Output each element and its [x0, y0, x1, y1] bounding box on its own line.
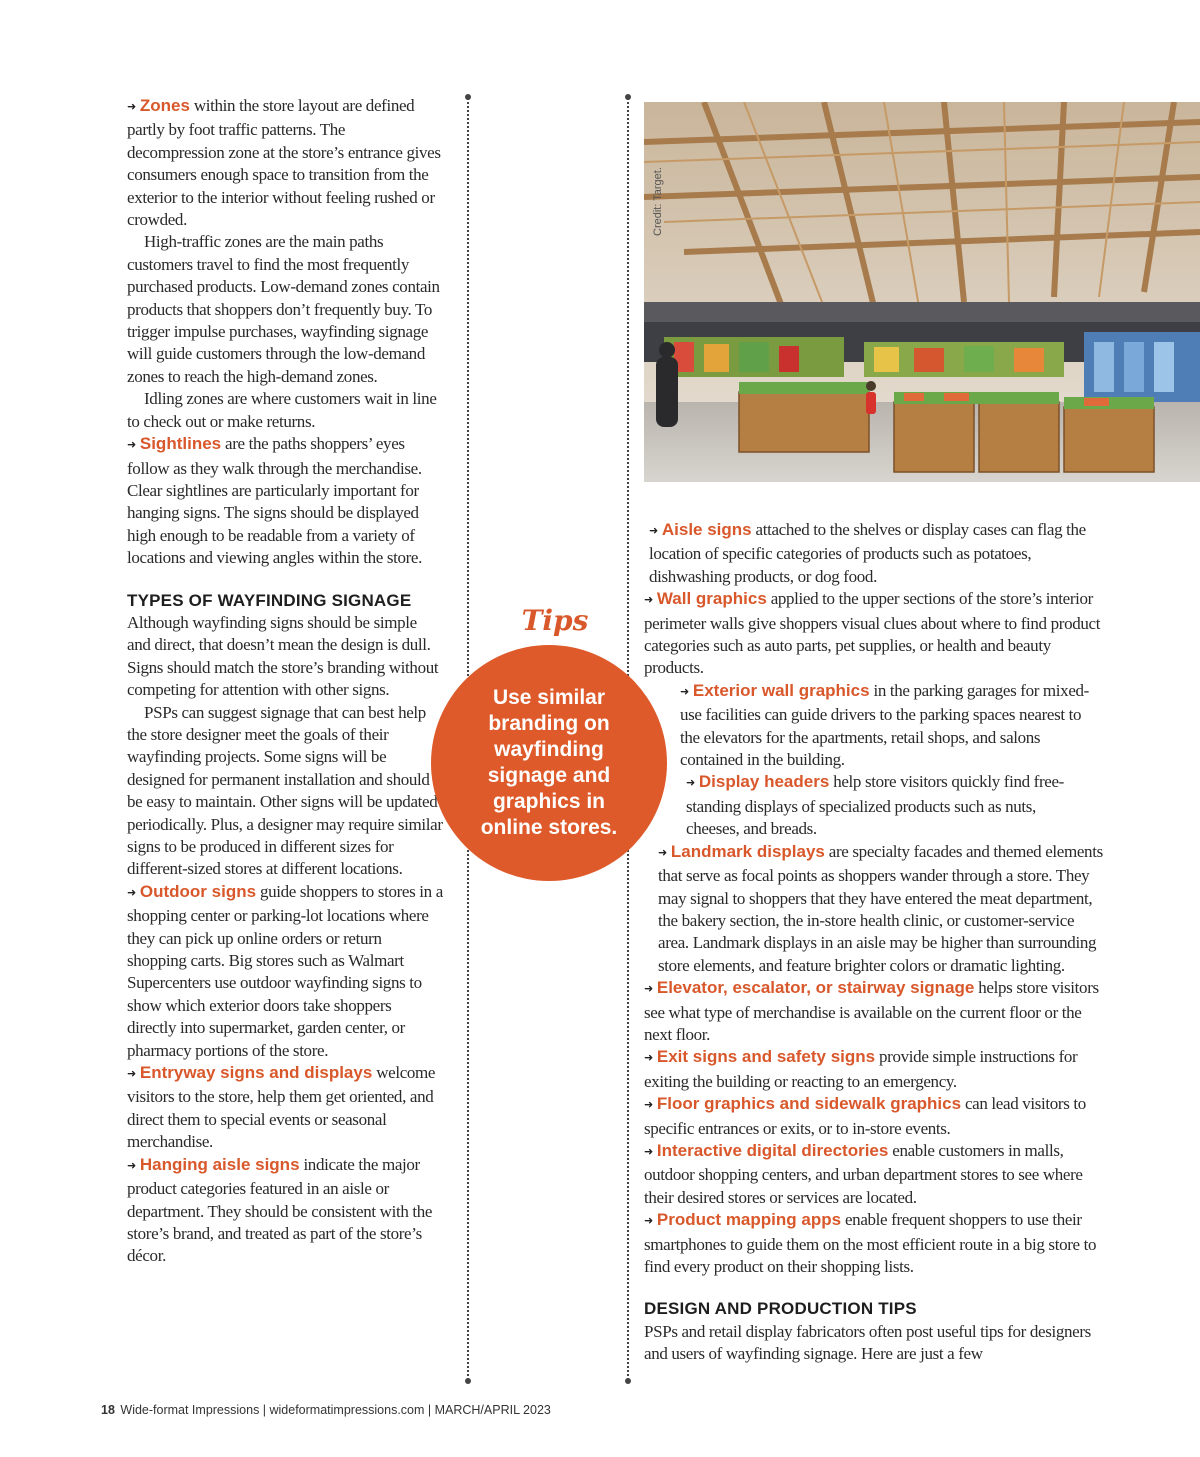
text-outdoor: guide shoppers to stores in a shopping center or parking-lot locations where they can pick up online orders or return shopping carts. Big stores such as Walmart Supercenters use outdoor wayfinding signs to show which exterior doors take shoppers directly into supermarket, garden center, or pharmacy portions of the store.	[127, 881, 443, 1060]
keyword-exit: Exit signs and safety signs	[656, 1047, 876, 1067]
arrow-icon: ➜	[644, 593, 653, 607]
keyword-exterior: Exterior wall graphics	[692, 680, 870, 700]
footer-text: Wide-format Impressions | wideformatimpressions.com | MARCH/APRIL 2023	[120, 1403, 551, 1417]
keyword-floor: Floor graphics and sidewalk graphics	[656, 1094, 962, 1114]
keyword-wall: Wall graphics	[656, 589, 767, 609]
right-column	[644, 519, 1104, 1366]
paragraph-wall	[644, 588, 1104, 680]
left-column	[127, 95, 443, 1268]
arrow-icon: ➜	[127, 100, 136, 113]
text-elevator: helps store visitors see what type of merchandise is available on the current floor or the next floor.	[644, 978, 1099, 1044]
text-mapping: enable frequent shoppers to use their smartphones to guide them on the most efficient route in a big store to find every product on their shopping lists.	[644, 1210, 1097, 1276]
paragraph-aisle	[644, 519, 1104, 588]
paragraph-hanging	[127, 1154, 443, 1268]
photo-credit: Credit: Target.	[652, 167, 664, 236]
arrow-icon: ➜	[127, 1158, 136, 1172]
text-hanging: indicate the major product categories featured in an aisle or department. They should be consistent with the store’s brand, and treated as part of the store’s décor.	[127, 1154, 433, 1266]
text-exit: provide simple instructions for exiting the building or reacting to an emergency.	[644, 1047, 1078, 1091]
text-interactive: enable customers in malls, outdoor shopping centers, and urban department stores to see where their desired stores or services are located.	[644, 1140, 1083, 1207]
keyword-mapping: Product mapping apps	[656, 1210, 842, 1230]
text-sightlines: are the paths shoppers’ eyes follow as they walk through the merchandise. Clear sightlines are particularly important for hanging signs. The signs should be displayed high enough to be readable from a variety of locations and viewing angles within the store.	[127, 434, 423, 568]
page-number: 18	[101, 1403, 115, 1417]
keyword-interactive: Interactive digital directories	[656, 1140, 889, 1160]
store-interior-image	[644, 102, 1200, 482]
paragraph-interactive	[644, 1140, 1104, 1209]
paragraph-entryway	[127, 1062, 443, 1154]
keyword-entryway: Entryway signs and displays	[139, 1063, 373, 1083]
tips-text: Use similar branding on wayfinding signage and graphics in online stores.	[480, 686, 618, 839]
paragraph-floor	[644, 1093, 1104, 1140]
paragraph-outdoor	[127, 881, 443, 1062]
page-footer	[101, 1403, 551, 1417]
paragraph-although: Although wayfinding signs should be simple and direct, that doesn’t mean the design is dull. Signs should match the store’s branding without competing for attention with other signs.	[127, 612, 439, 700]
keyword-zones: Zones	[139, 96, 190, 115]
heading-types-of-signage: TYPES OF WAYFINDING SIGNAGE	[127, 590, 412, 610]
paragraph-display	[644, 771, 1104, 840]
paragraph-idling: Idling zones are where customers wait in line to check out or make returns.	[127, 389, 437, 431]
text-entryway: welcome visitors to the store, help them get oriented, and direct them to special events or seasonal merchandise.	[127, 1063, 436, 1152]
arrow-icon: ➜	[127, 438, 136, 452]
text-floor: can lead visitors to specific entrances or exits, or to in-store events.	[644, 1094, 1086, 1138]
text-aisle: attached to the shelves or display cases can flag the location of specific categories of products such as potatoes, dishwashing products, or dog food.	[649, 520, 1086, 586]
text-landmark: are specialty facades and themed elements that serve as focal points as shoppers wander through a store. They may signal to shoppers that they have entered the meat department, the bakery section, the in-store health clinic, or customer-service area. Landmark displays in an aisle may be higher than surrounding store elements, and feature brighter colors or dramatic lighting.	[658, 841, 1103, 975]
paragraph-design: PSPs and retail display fabricators often post useful tips for designers and users of wayfinding signage. Here are just a few	[644, 1321, 1091, 1364]
paragraph-high-traffic: High-traffic zones are the main paths customers travel to find the most frequently purchased products. Low-demand zones contain products that shoppers don’t frequently buy. To trigger impulse purchases, wayfinding signage will guide customers through the low-demand zones to reach the high-demand zones.	[127, 232, 440, 386]
arrow-icon: ➜	[644, 1098, 653, 1112]
paragraph-exit	[644, 1046, 1104, 1093]
arrow-icon: ➜	[644, 1051, 653, 1065]
tips-circle	[431, 645, 667, 881]
paragraph-zones	[127, 95, 443, 231]
arrow-icon: ➜	[127, 885, 136, 899]
heading-design-tips: DESIGN AND PRODUCTION TIPS	[644, 1299, 917, 1319]
keyword-sightlines: Sightlines	[139, 434, 222, 454]
paragraph-sightlines	[127, 433, 443, 569]
paragraph-landmark	[644, 841, 1104, 977]
keyword-elevator: Elevator, escalator, or stairway signage	[656, 978, 975, 998]
text-exterior: in the parking garages for mixed-use facilities can guide drivers to the parking spaces nearest to the elevators for the apartments, retail shops, and salons contained in the building.	[680, 680, 1089, 770]
arrow-icon: ➜	[127, 1067, 136, 1081]
arrow-icon: ➜	[644, 982, 653, 996]
store-photo	[644, 102, 1200, 482]
paragraph-elevator	[644, 977, 1104, 1046]
tips-title: Tips	[521, 604, 589, 637]
paragraph-mapping	[644, 1209, 1104, 1278]
arrow-icon: ➜	[644, 1214, 653, 1228]
arrow-icon: ➜	[649, 524, 658, 537]
keyword-hanging: Hanging aisle signs	[139, 1154, 300, 1174]
keyword-landmark: Landmark displays	[670, 841, 825, 861]
text-zones: within the store layout are defined partly by foot traffic patterns. The decompression zone at the store’s entrance gives consumers enough space to transition from the exterior to the interior without feeling rushed or crowded.	[127, 96, 441, 230]
arrow-icon: ➜	[644, 1144, 653, 1158]
arrow-icon: ➜	[658, 845, 667, 859]
arrow-icon: ➜	[686, 776, 695, 790]
text-wall: applied to the upper sections of the store’s interior perimeter walls give shoppers visual clues about where to find product categories such as auto parts, pet supplies, or health and beauty products.	[644, 589, 1101, 678]
arrow-icon: ➜	[680, 684, 689, 698]
paragraph-exterior	[644, 680, 1104, 772]
paragraph-psps: PSPs can suggest signage that can best help the store designer meet the goals of their wayfinding projects. Some signs will be designed for permanent installation and should be easy to maintain. Other signs will be updated periodically. Plus, a designer may require similar signs to be produced in different sizes for different-sized stores at different locations.	[127, 702, 443, 879]
text-display: help store visitors quickly find free-standing displays of specialized products such as nuts, cheeses, and breads.	[686, 772, 1064, 839]
keyword-aisle: Aisle signs	[661, 520, 752, 539]
keyword-outdoor: Outdoor signs	[139, 881, 257, 901]
keyword-display: Display headers	[698, 772, 830, 792]
